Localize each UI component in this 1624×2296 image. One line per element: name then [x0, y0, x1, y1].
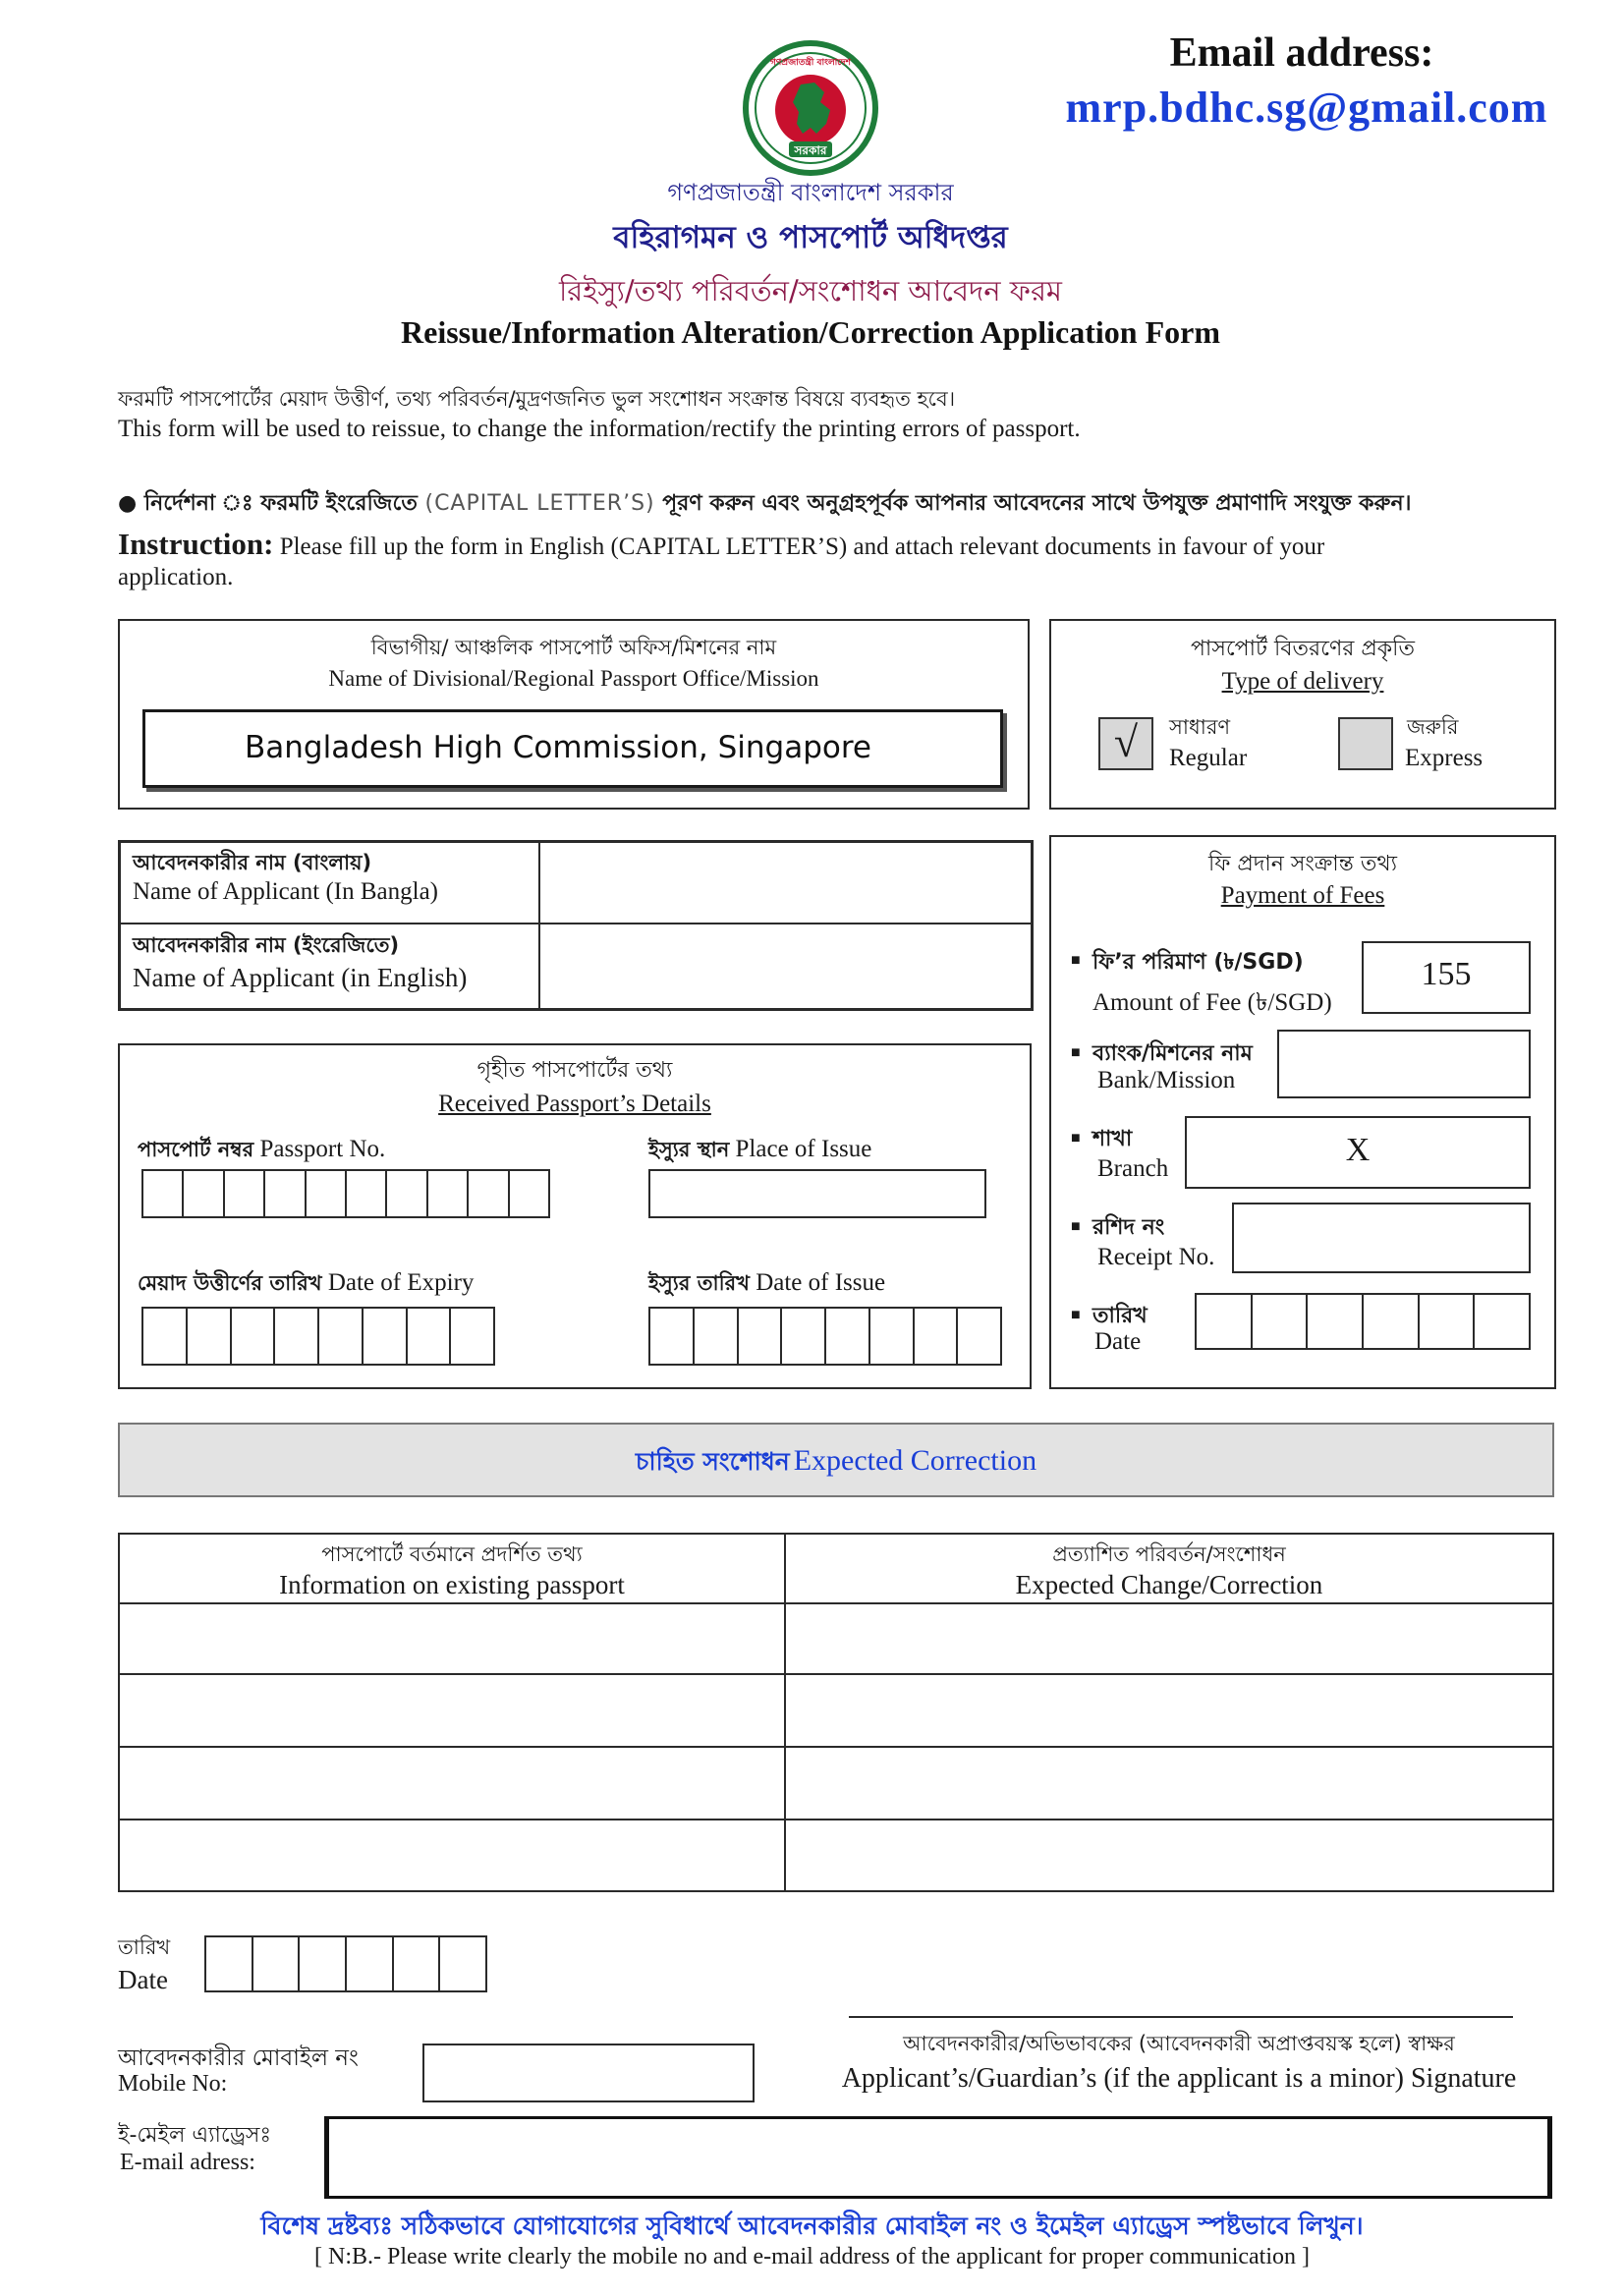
email-label-bn: ই-মেইল এ্যাড্রেসঃ [118, 2123, 272, 2148]
place-of-issue-input[interactable] [648, 1169, 986, 1218]
passport-no-label-bn: পাসপোর্ট নম্বর [138, 1138, 254, 1161]
correction-row-1-existing[interactable] [120, 1604, 784, 1673]
bank-label-en: Bank/Mission [1097, 1067, 1236, 1093]
fees-bullet-branch: ■ [1071, 1130, 1081, 1147]
fee-date-cells[interactable] [1195, 1293, 1531, 1350]
correction-row-2-existing[interactable] [120, 1675, 784, 1746]
passport-no-label-en: Passport No. [253, 1136, 386, 1162]
amount-label-bn: ফি’র পরিমাণ (৳/SGD) [1092, 950, 1304, 975]
fees-title-en: Payment of Fees [1220, 882, 1385, 909]
passport-no-label [138, 1134, 385, 1168]
applicant-english-input[interactable] [542, 926, 1030, 1007]
regular-label-en: Regular [1169, 745, 1248, 771]
date-of-issue-label [648, 1267, 885, 1302]
footer-date-label-bn: তারিখ [118, 1935, 171, 1959]
applicant-divider-v [538, 842, 540, 1009]
footer-date-cells[interactable] [204, 1935, 487, 1992]
email-label-en: E-mail adress: [120, 2150, 255, 2175]
nb-text-en: [ N:B.- Please write clearly the mobile no and e-mail address of the applicant for proper communication ] [314, 2244, 1310, 2269]
place-of-issue-label [648, 1134, 871, 1168]
fees-title-bn: ফি প্রদান সংক্রান্ত তথ্য [1208, 852, 1397, 876]
amount-value: 155 [1421, 956, 1472, 992]
date-of-issue-cells[interactable] [648, 1307, 1002, 1366]
applicant-divider-h [120, 923, 1032, 924]
express-checkbox[interactable] [1338, 717, 1393, 770]
express-label-bn: জরুরি [1407, 715, 1459, 739]
mobile-label-bn: আবেদনকারীর মোবাইল নং [118, 2045, 359, 2071]
nb-text-bn: বিশেষ দ্রষ্টব্যঃ সঠিকভাবে যোগাযোগের সুবিধার্থে আবেদনকারীর মোবাইল নং ও ইমেইল এ্যাড্রেস স্পষ্টভাবে লিখুন। [260, 2212, 1364, 2240]
instruction-bullet: ● [118, 491, 138, 516]
bank-label-bn: ব্যাংক/মিশনের নাম [1092, 1041, 1253, 1066]
instruction-bn-part-a: নির্দেশনা ঃ ফরমটি ইংরেজিতে [143, 491, 425, 516]
office-label-bn: বিভাগীয়/ আঞ্চলিক পাসপোর্ট অফিস/মিশনের নাম [370, 636, 777, 659]
delivery-title-bn: পাসপোর্ট বিতরণের প্রকৃতি [1191, 637, 1415, 661]
date-of-expiry-cells[interactable] [141, 1307, 495, 1366]
date-of-expiry-label [138, 1267, 474, 1302]
expected-correction-heading [118, 1442, 1554, 1484]
office-label-en: Name of Divisional/Regional Passport Office/Mission [328, 666, 819, 691]
instruction-bn-part-b: পূরণ করুন এবং অনুগ্রহপূর্বক আপনার আবেদনের সাথে উপযুক্ত প্রমাণাদি সংযুক্ত করুন। [654, 491, 1412, 516]
email-input[interactable] [324, 2116, 1552, 2199]
bank-input[interactable] [1277, 1030, 1531, 1098]
correction-row-4-existing[interactable] [120, 1820, 784, 1890]
date-of-expiry-label-bn: মেয়াদ উত্তীর্ণের তারিখ [138, 1271, 322, 1295]
correction-row-4-expected[interactable] [786, 1820, 1552, 1890]
received-title-en: Received Passport’s Details [438, 1091, 711, 1117]
delivery-title-en: Type of delivery [1221, 668, 1384, 695]
fees-bullet-amount: ■ [1071, 952, 1081, 969]
branch-value: X [1345, 1132, 1371, 1168]
instruction-bn [118, 486, 1572, 523]
correction-row-3-existing[interactable] [120, 1748, 784, 1819]
correction-row-2-expected[interactable] [786, 1675, 1552, 1746]
gov-title-bn: গণপ্রজাতন্ত্রী বাংলাদেশ সরকার [667, 179, 954, 206]
correction-row-3-expected[interactable] [786, 1748, 1552, 1819]
fees-bullet-date: ■ [1071, 1307, 1081, 1323]
applicant-bangla-label-bn: আবেদনকারীর নাম (বাংলায়) [133, 851, 372, 874]
date-of-expiry-label-en: Date of Expiry [321, 1269, 475, 1296]
branch-label-en: Branch [1097, 1155, 1169, 1182]
place-of-issue-label-en: Place of Issue [729, 1136, 872, 1162]
place-of-issue-label-bn: ইস্যুর স্থান [648, 1138, 730, 1161]
receipt-label-bn: রশিদ নং [1092, 1215, 1165, 1240]
passport-no-cells[interactable] [141, 1169, 550, 1218]
department-title-bn: বহিরাগমন ও পাসপোর্ট অধিদপ্তর [613, 220, 1008, 255]
signature-line[interactable] [849, 2016, 1513, 2018]
receipt-input[interactable] [1232, 1203, 1531, 1273]
fee-date-label-bn: তারিখ [1092, 1304, 1148, 1328]
regular-check-mark: √ [1113, 718, 1139, 766]
fee-date-label-en: Date [1094, 1328, 1142, 1355]
applicant-bangla-input[interactable] [542, 844, 1030, 921]
seal-text-top: গণপ্রজাতন্ত্রী বাংলাদেশ [770, 58, 851, 68]
regular-label-bn: সাধারণ [1169, 715, 1231, 739]
instruction-en [118, 529, 1552, 592]
applicant-bangla-label-en: Name of Applicant (In Bangla) [133, 878, 439, 905]
correction-row-1-expected[interactable] [786, 1604, 1552, 1673]
instruction-label: Instruction: [118, 527, 274, 561]
signature-label-en: Applicant’s/Guardian’s (if the applicant is a minor) Signature [841, 2063, 1517, 2094]
fees-bullet-bank: ■ [1071, 1044, 1081, 1061]
received-title-bn: গৃহীত পাসপোর্টের তথ্য [476, 1058, 673, 1083]
intro-text-en: This form will be used to reissue, to change the information/rectify the printing errors of passport. [118, 416, 1081, 442]
date-of-issue-label-bn: ইস্যুর তারিখ [648, 1271, 750, 1295]
form-title-en: Reissue/Information Alteration/Correction Application Form [401, 314, 1220, 350]
fees-bullet-receipt: ■ [1071, 1218, 1081, 1235]
instruction-text-line2: application. [118, 564, 234, 590]
email-header-label: Email address: [1169, 30, 1434, 76]
mobile-input[interactable] [422, 2044, 755, 2102]
footer-date-label-en: Date [118, 1965, 168, 1994]
form-title-bn: রিইস্যু/তথ্য পরিবর্তন/সংশোধন আবেদন ফরম [558, 274, 1063, 308]
applicant-english-label-en: Name of Applicant (in English) [133, 963, 468, 992]
date-of-issue-label-en: Date of Issue [749, 1269, 886, 1296]
expected-correction-bn: চাহিত সংশোধন [635, 1447, 790, 1476]
mobile-label-en: Mobile No: [118, 2071, 228, 2097]
branch-label-bn: শাখা [1092, 1127, 1133, 1151]
email-header-address[interactable]: mrp.bdhc.sg@gmail.com [1065, 84, 1548, 132]
signature-label-bn: আবেদনকারীর/অভিভাবকের (আবেদনকারী অপ্রাপ্তবয়স্ক হলে) স্বাক্ষর [903, 2032, 1455, 2055]
office-value: Bangladesh High Commission, Singapore [245, 730, 871, 765]
applicant-english-label-bn: আবেদনকারীর নাম (ইংরেজিতে) [133, 933, 400, 957]
express-label-en: Express [1405, 745, 1484, 771]
instruction-text-line1: Please fill up the form in English (CAPITAL LETTER’S) and attach relevant documents in favour of your [273, 533, 1325, 560]
instruction-bn-caps: (CAPITAL LETTER’S) [424, 491, 655, 516]
seal-text-bottom: সরকার [794, 143, 827, 157]
correction-col2-header-en: Expected Change/Correction [1015, 1570, 1323, 1599]
correction-col1-header-en: Information on existing passport [279, 1570, 625, 1599]
expected-correction-en: Expected Correction [793, 1444, 1037, 1477]
correction-col2-header-bn: প্রত্যাশিত পরিবর্তন/সংশোধন [1052, 1542, 1286, 1566]
intro-text-bn: ফরমটি পাসপোর্টের মেয়াদ উত্তীর্ণ, তথ্য পরিবর্তন/মুদ্রণজনিত ভুল সংশোধন সংক্রান্ত বিষয়ে ব্যবহৃত হবে। [118, 387, 956, 411]
amount-label-en: Amount of Fee (৳/SGD) [1092, 989, 1332, 1016]
receipt-label-en: Receipt No. [1097, 1244, 1215, 1270]
correction-col1-header-bn: পাসপোর্টে বর্তমানে প্রদর্শিত তথ্য [321, 1542, 583, 1566]
